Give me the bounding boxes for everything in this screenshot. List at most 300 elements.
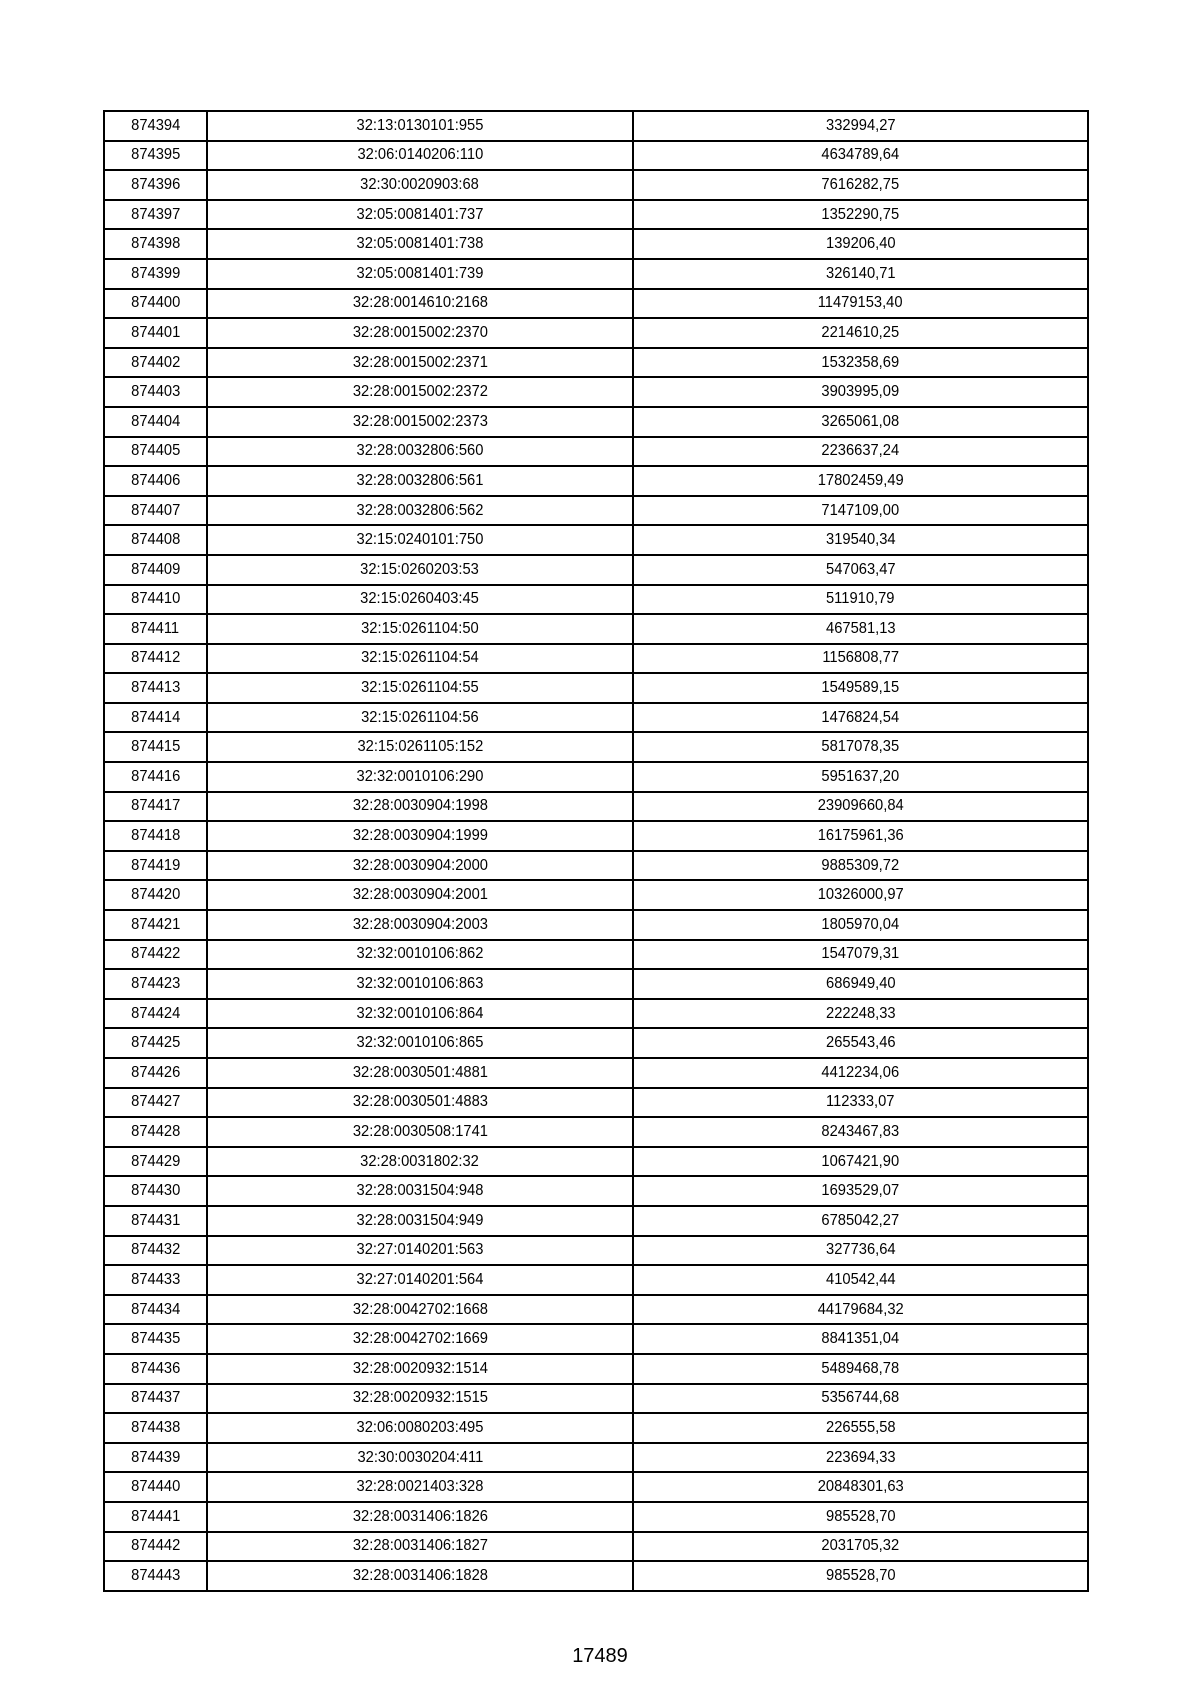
row-number-text: 874421 bbox=[130, 915, 181, 933]
table-row bbox=[104, 792, 1088, 822]
value-text: 467581,13 bbox=[825, 619, 896, 637]
table-row bbox=[104, 1532, 1088, 1562]
cadastral-number-text: 32:27:0140201:563 bbox=[356, 1241, 484, 1259]
value-cell bbox=[633, 644, 1088, 674]
row-number-cell bbox=[104, 644, 207, 674]
row-number-text: 874435 bbox=[130, 1330, 181, 1348]
row-number-text: 874400 bbox=[130, 294, 181, 312]
value-text: 985528,70 bbox=[825, 1566, 896, 1584]
row-number-cell bbox=[104, 1413, 207, 1443]
row-number-text: 874413 bbox=[130, 679, 181, 697]
row-number-cell bbox=[104, 1354, 207, 1384]
cadastral-number-text: 32:15:0240101:750 bbox=[356, 531, 484, 549]
value-text: 326140,71 bbox=[825, 264, 896, 282]
row-number-cell bbox=[104, 1502, 207, 1532]
cadastral-number-text: 32:05:0081401:737 bbox=[356, 205, 484, 223]
value-text: 17802459,49 bbox=[817, 471, 904, 489]
cadastral-number-cell bbox=[207, 1295, 633, 1325]
cadastral-number-text: 32:28:0042702:1668 bbox=[352, 1300, 488, 1318]
value-cell bbox=[633, 1324, 1088, 1354]
cadastral-number-cell bbox=[207, 585, 633, 615]
row-number-cell bbox=[104, 200, 207, 230]
row-number-text: 874420 bbox=[130, 886, 181, 904]
cadastral-number-text: 32:15:0261104:54 bbox=[361, 649, 479, 667]
value-cell bbox=[633, 792, 1088, 822]
cadastral-number-text: 32:28:0020932:1514 bbox=[352, 1359, 488, 1377]
cadastral-number-text: 32:28:0015002:2373 bbox=[352, 412, 488, 430]
cadastral-number-cell bbox=[207, 200, 633, 230]
row-number-text: 874443 bbox=[130, 1566, 181, 1584]
cadastral-number-cell bbox=[207, 1502, 633, 1532]
row-number-text: 874434 bbox=[130, 1300, 181, 1318]
cadastral-number-text: 32:27:0140201:564 bbox=[356, 1270, 484, 1288]
value-cell bbox=[633, 1443, 1088, 1473]
table-row bbox=[104, 1472, 1088, 1502]
row-number-text: 874424 bbox=[130, 1004, 181, 1022]
value-cell bbox=[633, 1502, 1088, 1532]
table-row bbox=[104, 1206, 1088, 1236]
value-text: 2031705,32 bbox=[821, 1537, 900, 1555]
value-cell bbox=[633, 1561, 1088, 1591]
value-text: 1476824,54 bbox=[821, 708, 900, 726]
value-cell bbox=[633, 1028, 1088, 1058]
value-text: 2214610,25 bbox=[821, 323, 900, 341]
cadastral-number-cell bbox=[207, 1324, 633, 1354]
table-row bbox=[104, 318, 1088, 348]
value-cell bbox=[633, 999, 1088, 1029]
cadastral-number-text: 32:28:0031406:1828 bbox=[352, 1566, 488, 1584]
cadastral-number-cell bbox=[207, 762, 633, 792]
row-number-cell bbox=[104, 1472, 207, 1502]
value-cell bbox=[633, 1058, 1088, 1088]
value-text: 11479153,40 bbox=[818, 294, 903, 312]
cadastral-number-text: 32:13:0130101:955 bbox=[356, 116, 484, 134]
table-row bbox=[104, 821, 1088, 851]
value-text: 265543,46 bbox=[825, 1034, 896, 1052]
table-row bbox=[104, 1324, 1088, 1354]
table-row bbox=[104, 1147, 1088, 1177]
row-number-text: 874409 bbox=[130, 560, 181, 578]
cadastral-number-cell bbox=[207, 1147, 633, 1177]
cadastral-number-text: 32:28:0015002:2371 bbox=[352, 353, 488, 371]
cadastral-number-cell bbox=[207, 318, 633, 348]
row-number-text: 874410 bbox=[130, 590, 181, 608]
table-row bbox=[104, 644, 1088, 674]
value-text: 3265061,08 bbox=[821, 412, 900, 430]
cadastral-number-cell bbox=[207, 1413, 633, 1443]
row-number-cell bbox=[104, 555, 207, 585]
value-text: 139206,40 bbox=[825, 235, 896, 253]
row-number-text: 874436 bbox=[130, 1359, 181, 1377]
row-number-text: 874395 bbox=[130, 146, 181, 164]
row-number-text: 874437 bbox=[130, 1389, 181, 1407]
table-row bbox=[104, 289, 1088, 319]
cadastral-number-text: 32:05:0081401:738 bbox=[356, 235, 484, 253]
value-text: 20848301,63 bbox=[817, 1478, 904, 1496]
row-number-text: 874422 bbox=[130, 945, 181, 963]
row-number-text: 874438 bbox=[130, 1418, 181, 1436]
value-cell bbox=[633, 1295, 1088, 1325]
cadastral-number-text: 32:30:0020903:68 bbox=[360, 175, 480, 193]
cadastral-number-cell bbox=[207, 229, 633, 259]
row-number-cell bbox=[104, 348, 207, 378]
row-number-cell bbox=[104, 259, 207, 289]
cadastral-number-cell bbox=[207, 111, 633, 141]
table-row bbox=[104, 1028, 1088, 1058]
value-text: 8841351,04 bbox=[821, 1330, 900, 1348]
cadastral-number-cell bbox=[207, 437, 633, 467]
value-text: 226555,58 bbox=[825, 1418, 896, 1436]
cadastral-number-cell bbox=[207, 1088, 633, 1118]
row-number-text: 874440 bbox=[130, 1478, 181, 1496]
value-text: 511910,79 bbox=[826, 590, 895, 608]
row-number-text: 874394 bbox=[130, 116, 181, 134]
row-number-cell bbox=[104, 318, 207, 348]
cadastral-number-text: 32:28:0030904:1998 bbox=[352, 797, 488, 815]
table-row bbox=[104, 407, 1088, 437]
row-number-cell bbox=[104, 880, 207, 910]
cadastral-number-cell bbox=[207, 1058, 633, 1088]
row-number-cell bbox=[104, 1295, 207, 1325]
row-number-text: 874439 bbox=[130, 1448, 181, 1466]
row-number-cell bbox=[104, 585, 207, 615]
table-row bbox=[104, 762, 1088, 792]
value-cell bbox=[633, 437, 1088, 467]
value-cell bbox=[633, 407, 1088, 437]
row-number-text: 874417 bbox=[130, 797, 181, 815]
row-number-text: 874404 bbox=[130, 412, 181, 430]
cadastral-number-cell bbox=[207, 1265, 633, 1295]
table-row bbox=[104, 229, 1088, 259]
value-text: 44179684,32 bbox=[817, 1300, 904, 1318]
cadastral-number-text: 32:32:0010106:865 bbox=[356, 1034, 484, 1052]
row-number-text: 874423 bbox=[130, 975, 181, 993]
table-row bbox=[104, 1413, 1088, 1443]
value-text: 319540,34 bbox=[825, 531, 896, 549]
cadastral-number-cell bbox=[207, 259, 633, 289]
row-number-text: 874425 bbox=[130, 1034, 181, 1052]
table-row bbox=[104, 111, 1088, 141]
value-text: 1067421,90 bbox=[821, 1152, 900, 1170]
value-cell bbox=[633, 466, 1088, 496]
cadastral-number-cell bbox=[207, 999, 633, 1029]
value-cell bbox=[633, 318, 1088, 348]
value-cell bbox=[633, 200, 1088, 230]
value-cell bbox=[633, 289, 1088, 319]
table-row bbox=[104, 585, 1088, 615]
row-number-text: 874406 bbox=[130, 471, 181, 489]
value-cell bbox=[633, 732, 1088, 762]
cadastral-number-cell bbox=[207, 792, 633, 822]
value-cell bbox=[633, 880, 1088, 910]
cadastral-number-cell bbox=[207, 170, 633, 200]
cadastral-number-cell bbox=[207, 141, 633, 171]
value-cell bbox=[633, 1088, 1088, 1118]
cadastral-number-cell bbox=[207, 1384, 633, 1414]
cadastral-number-text: 32:30:0030204:411 bbox=[357, 1448, 483, 1466]
cadastral-number-cell bbox=[207, 1236, 633, 1266]
row-number-cell bbox=[104, 1532, 207, 1562]
row-number-cell bbox=[104, 1088, 207, 1118]
table-row bbox=[104, 1443, 1088, 1473]
row-number-cell bbox=[104, 999, 207, 1029]
cadastral-number-cell bbox=[207, 703, 633, 733]
value-text: 327736,64 bbox=[825, 1241, 896, 1259]
row-number-text: 874442 bbox=[130, 1537, 181, 1555]
value-cell bbox=[633, 969, 1088, 999]
cadastral-number-cell bbox=[207, 348, 633, 378]
table-row bbox=[104, 170, 1088, 200]
row-number-cell bbox=[104, 1265, 207, 1295]
value-cell bbox=[633, 555, 1088, 585]
cadastral-number-cell bbox=[207, 1443, 633, 1473]
cadastral-number-cell bbox=[207, 525, 633, 555]
value-cell bbox=[633, 1206, 1088, 1236]
value-cell bbox=[633, 851, 1088, 881]
row-number-cell bbox=[104, 1206, 207, 1236]
cadastral-number-text: 32:05:0081401:739 bbox=[356, 264, 484, 282]
table-row bbox=[104, 1265, 1088, 1295]
row-number-text: 874408 bbox=[130, 531, 181, 549]
value-text: 7147109,00 bbox=[821, 501, 900, 519]
value-cell bbox=[633, 585, 1088, 615]
cadastral-number-cell bbox=[207, 821, 633, 851]
row-number-cell bbox=[104, 141, 207, 171]
value-text: 5951637,20 bbox=[821, 767, 900, 785]
value-cell bbox=[633, 259, 1088, 289]
row-number-text: 874415 bbox=[130, 738, 181, 756]
table-row bbox=[104, 525, 1088, 555]
row-number-cell bbox=[104, 940, 207, 970]
table-row bbox=[104, 1502, 1088, 1532]
value-cell bbox=[633, 229, 1088, 259]
cadastral-number-text: 32:28:0030508:1741 bbox=[352, 1122, 488, 1140]
registry-table bbox=[103, 110, 1089, 1592]
row-number-text: 874403 bbox=[130, 383, 181, 401]
row-number-text: 874431 bbox=[130, 1211, 181, 1229]
cadastral-number-cell bbox=[207, 673, 633, 703]
row-number-cell bbox=[104, 496, 207, 526]
table-row bbox=[104, 555, 1088, 585]
cadastral-number-text: 32:15:0261105:152 bbox=[357, 738, 483, 756]
page-number: 17489 bbox=[572, 1645, 628, 1667]
row-number-cell bbox=[104, 673, 207, 703]
value-cell bbox=[633, 111, 1088, 141]
table-row bbox=[104, 259, 1088, 289]
cadastral-number-text: 32:28:0032806:561 bbox=[356, 471, 484, 489]
value-cell bbox=[633, 614, 1088, 644]
cadastral-number-cell bbox=[207, 289, 633, 319]
table-row bbox=[104, 703, 1088, 733]
cadastral-number-text: 32:06:0140206:110 bbox=[357, 146, 483, 164]
row-number-text: 874427 bbox=[130, 1093, 181, 1111]
row-number-text: 874396 bbox=[130, 175, 181, 193]
table-row bbox=[104, 1117, 1088, 1147]
cadastral-number-cell bbox=[207, 940, 633, 970]
row-number-cell bbox=[104, 1236, 207, 1266]
cadastral-number-text: 32:28:0030501:4881 bbox=[352, 1063, 488, 1081]
value-text: 1693529,07 bbox=[821, 1182, 900, 1200]
cadastral-number-text: 32:28:0042702:1669 bbox=[352, 1330, 488, 1348]
cadastral-number-text: 32:06:0080203:495 bbox=[356, 1418, 484, 1436]
row-number-text: 874411 bbox=[131, 619, 180, 637]
row-number-cell bbox=[104, 229, 207, 259]
table-row bbox=[104, 1088, 1088, 1118]
cadastral-number-cell bbox=[207, 1354, 633, 1384]
table-row bbox=[104, 1295, 1088, 1325]
row-number-text: 874433 bbox=[130, 1270, 181, 1288]
row-number-cell bbox=[104, 289, 207, 319]
table-row bbox=[104, 1176, 1088, 1206]
value-cell bbox=[633, 170, 1088, 200]
cadastral-number-cell bbox=[207, 407, 633, 437]
cadastral-number-cell bbox=[207, 1028, 633, 1058]
row-number-text: 874412 bbox=[130, 649, 181, 667]
row-number-cell bbox=[104, 910, 207, 940]
cadastral-number-text: 32:28:0030904:2000 bbox=[352, 856, 488, 874]
cadastral-number-text: 32:28:0014610:2168 bbox=[352, 294, 488, 312]
value-cell bbox=[633, 1236, 1088, 1266]
value-cell bbox=[633, 1354, 1088, 1384]
cadastral-number-text: 32:28:0015002:2372 bbox=[352, 383, 488, 401]
cadastral-number-cell bbox=[207, 1206, 633, 1236]
cadastral-number-cell bbox=[207, 466, 633, 496]
cadastral-number-text: 32:28:0021403:328 bbox=[356, 1478, 484, 1496]
row-number-cell bbox=[104, 1117, 207, 1147]
row-number-cell bbox=[104, 762, 207, 792]
value-text: 332994,27 bbox=[825, 116, 896, 134]
cadastral-number-cell bbox=[207, 1117, 633, 1147]
value-cell bbox=[633, 1117, 1088, 1147]
value-cell bbox=[633, 377, 1088, 407]
row-number-cell bbox=[104, 969, 207, 999]
cadastral-number-text: 32:32:0010106:863 bbox=[356, 975, 484, 993]
row-number-text: 874414 bbox=[130, 708, 181, 726]
row-number-cell bbox=[104, 466, 207, 496]
value-text: 4634789,64 bbox=[821, 146, 900, 164]
row-number-cell bbox=[104, 1443, 207, 1473]
value-text: 985528,70 bbox=[825, 1507, 896, 1525]
value-cell bbox=[633, 348, 1088, 378]
row-number-cell bbox=[104, 851, 207, 881]
value-text: 5489468,78 bbox=[821, 1359, 900, 1377]
cadastral-number-cell bbox=[207, 377, 633, 407]
value-cell bbox=[633, 496, 1088, 526]
cadastral-number-cell bbox=[207, 732, 633, 762]
row-number-cell bbox=[104, 1058, 207, 1088]
value-cell bbox=[633, 940, 1088, 970]
table-row bbox=[104, 496, 1088, 526]
cadastral-number-text: 32:28:0030904:2001 bbox=[352, 886, 488, 904]
table-row bbox=[104, 614, 1088, 644]
row-number-text: 874426 bbox=[130, 1063, 181, 1081]
cadastral-number-text: 32:15:0260403:45 bbox=[360, 590, 480, 608]
value-text: 4412234,06 bbox=[821, 1063, 900, 1081]
row-number-cell bbox=[104, 111, 207, 141]
cadastral-number-text: 32:28:0031802:32 bbox=[360, 1152, 480, 1170]
value-text: 410542,44 bbox=[825, 1270, 896, 1288]
cadastral-number-cell bbox=[207, 969, 633, 999]
cadastral-number-text: 32:15:0261104:56 bbox=[361, 708, 479, 726]
table-row bbox=[104, 910, 1088, 940]
value-text: 1805970,04 bbox=[821, 915, 900, 933]
value-cell bbox=[633, 673, 1088, 703]
cadastral-number-text: 32:28:0015002:2370 bbox=[352, 323, 488, 341]
row-number-cell bbox=[104, 1384, 207, 1414]
value-cell bbox=[633, 762, 1088, 792]
value-cell bbox=[633, 1413, 1088, 1443]
row-number-text: 874441 bbox=[130, 1507, 181, 1525]
cadastral-number-text: 32:32:0010106:864 bbox=[356, 1004, 484, 1022]
value-text: 1156808,77 bbox=[822, 649, 899, 667]
registry-table-body bbox=[104, 111, 1088, 1591]
table-row bbox=[104, 1236, 1088, 1266]
value-text: 1352290,75 bbox=[821, 205, 900, 223]
table-row bbox=[104, 851, 1088, 881]
row-number-cell bbox=[104, 732, 207, 762]
value-cell bbox=[633, 1384, 1088, 1414]
cadastral-number-text: 32:28:0031406:1826 bbox=[352, 1507, 488, 1525]
value-text: 5817078,35 bbox=[821, 738, 900, 756]
cadastral-number-cell bbox=[207, 1561, 633, 1591]
table-row bbox=[104, 880, 1088, 910]
value-cell bbox=[633, 1147, 1088, 1177]
table-row bbox=[104, 940, 1088, 970]
value-text: 223694,33 bbox=[825, 1448, 896, 1466]
cadastral-number-text: 32:28:0032806:562 bbox=[356, 501, 484, 519]
row-number-cell bbox=[104, 614, 207, 644]
value-text: 686949,40 bbox=[825, 975, 896, 993]
table-row bbox=[104, 1384, 1088, 1414]
cadastral-number-cell bbox=[207, 880, 633, 910]
value-cell bbox=[633, 703, 1088, 733]
row-number-cell bbox=[104, 437, 207, 467]
cadastral-number-text: 32:28:0030501:4883 bbox=[352, 1093, 488, 1111]
value-text: 7616282,75 bbox=[821, 175, 900, 193]
row-number-text: 874419 bbox=[130, 856, 181, 874]
value-text: 5356744,68 bbox=[821, 1389, 900, 1407]
value-text: 2236637,24 bbox=[821, 442, 900, 460]
cadastral-number-text: 32:28:0030904:2003 bbox=[352, 915, 488, 933]
row-number-text: 874428 bbox=[130, 1122, 181, 1140]
row-number-text: 874398 bbox=[130, 235, 181, 253]
cadastral-number-text: 32:28:0020932:1515 bbox=[352, 1389, 488, 1407]
cadastral-number-cell bbox=[207, 496, 633, 526]
value-text: 8243467,83 bbox=[821, 1122, 900, 1140]
row-number-cell bbox=[104, 377, 207, 407]
table-row bbox=[104, 348, 1088, 378]
value-text: 222248,33 bbox=[825, 1004, 896, 1022]
row-number-text: 874416 bbox=[130, 767, 181, 785]
table-row bbox=[104, 141, 1088, 171]
row-number-cell bbox=[104, 1028, 207, 1058]
row-number-cell bbox=[104, 1561, 207, 1591]
row-number-text: 874407 bbox=[130, 501, 181, 519]
value-text: 112333,07 bbox=[826, 1093, 895, 1111]
table-row bbox=[104, 732, 1088, 762]
row-number-text: 874405 bbox=[130, 442, 181, 460]
value-text: 1547079,31 bbox=[821, 945, 900, 963]
row-number-cell bbox=[104, 821, 207, 851]
value-text: 1549589,15 bbox=[821, 679, 900, 697]
row-number-text: 874397 bbox=[130, 205, 181, 223]
row-number-cell bbox=[104, 1176, 207, 1206]
cadastral-number-cell bbox=[207, 614, 633, 644]
cadastral-number-text: 32:15:0261104:55 bbox=[361, 679, 479, 697]
table-row bbox=[104, 999, 1088, 1029]
value-text: 3903995,09 bbox=[821, 383, 900, 401]
value-cell bbox=[633, 1265, 1088, 1295]
